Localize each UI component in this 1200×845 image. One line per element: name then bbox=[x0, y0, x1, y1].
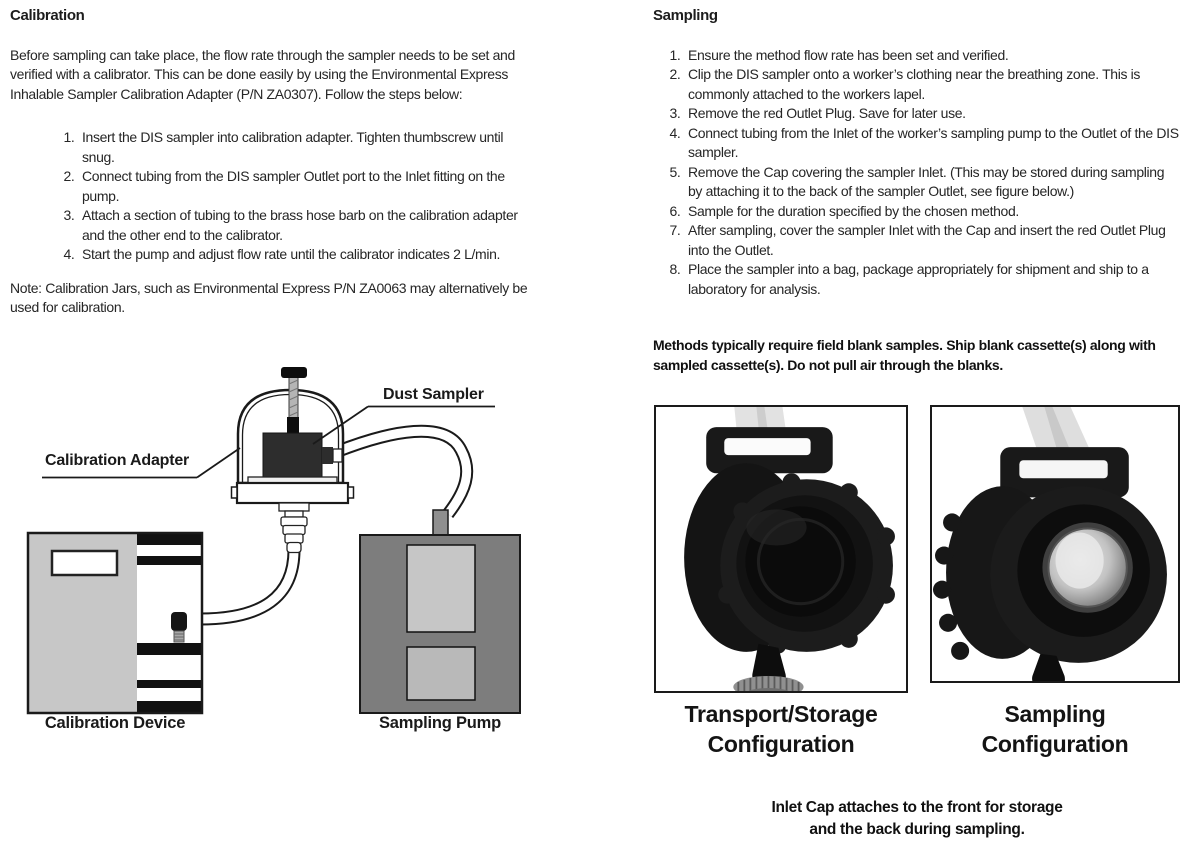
list-item: 2. Connect tubing from the DIS sampler Outlet port to the Inlet fitting on the pump. bbox=[78, 167, 534, 206]
list-item: 6. Sample for the duration specified by the chosen method. bbox=[684, 202, 1181, 222]
caption-line: Sampling bbox=[1004, 701, 1106, 727]
calibration-steps bbox=[10, 128, 534, 265]
list-item: 1. Ensure the method flow rate has been set and verified. bbox=[684, 46, 1181, 66]
sampling-section bbox=[653, 6, 1181, 375]
device-port bbox=[171, 612, 187, 631]
thumbscrew-head bbox=[281, 367, 307, 378]
note-line: Inlet Cap attaches to the front for storage bbox=[771, 799, 1063, 816]
sampler-outlet bbox=[322, 447, 333, 464]
transport-storage-photo bbox=[654, 405, 908, 693]
list-item: 3. Remove the red Outlet Plug. Save for later use. bbox=[684, 104, 1181, 124]
caption-line: Transport/Storage bbox=[684, 701, 878, 727]
list-item: 4. Connect tubing from the Inlet of the worker’s sampling pump to the Outlet of the DIS sampler. bbox=[684, 124, 1181, 163]
calibration-device-label: Calibration Device bbox=[44, 714, 186, 732]
transport-storage-caption bbox=[654, 699, 908, 759]
calibration-heading: Calibration bbox=[10, 7, 85, 24]
sampling-heading: Sampling bbox=[653, 7, 718, 24]
note-line: and the back during sampling. bbox=[809, 820, 1025, 838]
calibration-intro: Before sampling can take place, the flow rate through the sampler needs to be set and verified with a calibrator. This can be done easily by using the Environmental Express Inhalable Sampler Calibration Adapter (P/N ZA0307). Follow the steps below: bbox=[10, 46, 515, 102]
calibration-setup-diagram bbox=[0, 360, 560, 745]
calibration-adapter-label: Calibration Adapter bbox=[45, 452, 190, 469]
sampling-caption bbox=[930, 699, 1180, 759]
device-display bbox=[52, 551, 117, 575]
list-item: 8. Place the sampler into a bag, package appropriately for shipment and ship to a laboratory for analysis. bbox=[684, 260, 1181, 299]
open-sampler-illustration bbox=[932, 407, 1178, 681]
inlet-cap-note bbox=[653, 797, 1181, 840]
capped-sampler-illustration bbox=[656, 407, 906, 691]
dust-sampler-label: Dust Sampler bbox=[383, 386, 484, 403]
list-item: 4. Start the pump and adjust flow rate until the calibrator indicates 2 L/min. bbox=[78, 245, 534, 265]
calibration-section bbox=[10, 6, 534, 318]
caption-line: Configuration bbox=[981, 731, 1129, 757]
dust-sampler-body bbox=[263, 433, 322, 477]
sampling-steps bbox=[653, 46, 1181, 300]
sampling-pump-illustration bbox=[360, 510, 520, 713]
sampling-pump-label: Sampling Pump bbox=[378, 714, 502, 732]
list-item: 2. Clip the DIS sampler onto a worker’s clothing near the breathing zone. This is commonly attached to the workers lapel. bbox=[684, 65, 1181, 104]
hose-barb bbox=[281, 517, 307, 553]
blank-samples-note: Methods typically require field blank samples. Ship blank cassette(s) along with sampled cassette(s). Do not pull air through the blanks. bbox=[653, 337, 1156, 373]
list-item: 1. Insert the DIS sampler into calibration adapter. Tighten thumbscrew until snug. bbox=[78, 128, 534, 167]
calibration-adapter-illustration bbox=[232, 367, 354, 553]
adapter-base bbox=[237, 483, 348, 503]
list-item: 7. After sampling, cover the sampler Inlet with the Cap and insert the red Outlet Plug into the Outlet. bbox=[684, 221, 1181, 260]
list-item: 3. Attach a section of tubing to the brass hose barb on the calibration adapter and the other end to the calibrator. bbox=[78, 206, 534, 245]
pump-inlet-stub bbox=[433, 510, 448, 537]
caption-line: Configuration bbox=[707, 731, 855, 757]
calibration-note: Note: Calibration Jars, such as Environmental Express P/N ZA0063 may alternatively be used for calibration. bbox=[10, 279, 528, 315]
list-item: 5. Remove the Cap covering the sampler Inlet. (This may be stored during sampling by attaching it to the back of the sampler Outlet, see figure below.) bbox=[684, 163, 1181, 202]
sampling-photo bbox=[930, 405, 1180, 683]
calibration-device-illustration bbox=[28, 533, 202, 713]
